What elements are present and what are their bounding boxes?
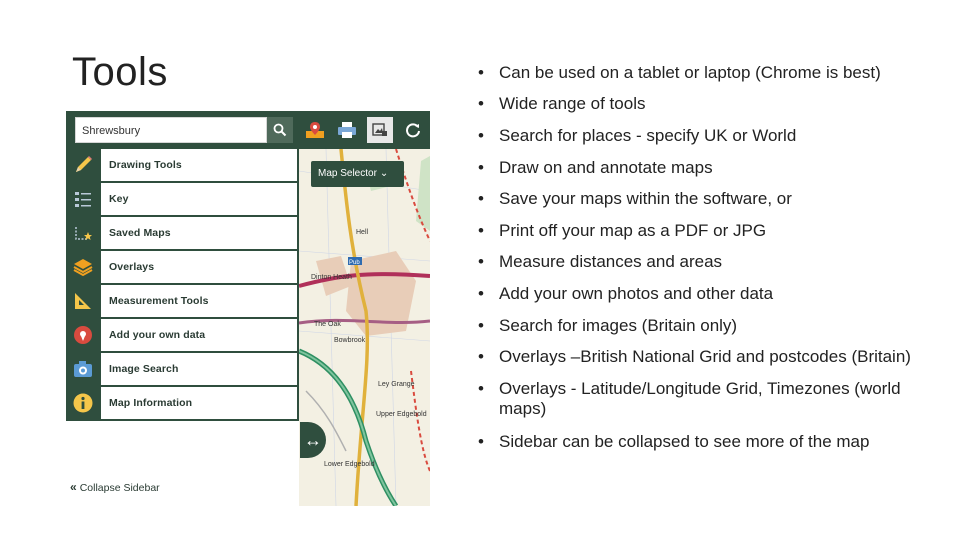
- map-label: Lower Edgebold: [324, 461, 375, 468]
- sidebar-item-key[interactable]: [66, 183, 299, 215]
- double-chevron-left-icon: «: [70, 480, 77, 494]
- set-square-icon: [72, 290, 94, 312]
- chevron-down-icon: ⌄: [379, 168, 389, 179]
- sidebar-item-label: Overlays: [101, 251, 297, 283]
- export-image-icon: [371, 121, 389, 139]
- layers-icon: [72, 256, 94, 278]
- list-item: • Can be used on a tablet or laptop (Chrome is best): [478, 63, 948, 83]
- list-item: • Overlays –British National Grid and postcodes (Britain): [478, 347, 948, 367]
- sidebar-item-map-information[interactable]: [66, 387, 299, 419]
- info-icon: [72, 392, 94, 414]
- pub-marker: Pub: [349, 260, 360, 266]
- list-item: • Add your own photos and other data: [478, 284, 948, 304]
- list-item: • Measure distances and areas: [478, 252, 948, 272]
- sidebar-item-icon-wrap: [66, 387, 99, 419]
- sidebar-item-icon-wrap: [66, 217, 99, 249]
- list-item: • Search for places - specify UK or World: [478, 126, 948, 146]
- map-label: Bowbrook: [334, 337, 366, 344]
- pencil-icon: [72, 154, 94, 176]
- sidebar-item-icon-wrap: [66, 183, 99, 215]
- search-button[interactable]: [267, 117, 293, 143]
- map-label: Dinton Heath: [311, 274, 352, 281]
- list-item: • Print off your map as a PDF or JPG: [478, 221, 948, 241]
- collapse-sidebar-label: Collapse Sidebar: [79, 482, 160, 494]
- search-input[interactable]: Shrewsbury: [75, 117, 267, 143]
- map-label: The Oak: [314, 321, 341, 328]
- map-app-screenshot: [66, 111, 430, 506]
- sidebar-item-icon-wrap: [66, 353, 99, 385]
- map-pin-icon: [305, 120, 325, 140]
- sidebar-item-label: Drawing Tools: [101, 149, 297, 181]
- list-item: • Save your maps within the software, or: [478, 189, 948, 209]
- sidebar-item-drawing-tools[interactable]: [66, 149, 299, 181]
- printer-icon: [337, 120, 357, 140]
- sidebar-item-label: Add your own data: [101, 319, 297, 351]
- sidebar-item-icon-wrap: [66, 285, 99, 317]
- sidebar-item-saved-maps[interactable]: [66, 217, 299, 249]
- collapse-sidebar-button[interactable]: [70, 480, 160, 495]
- print-button[interactable]: [334, 117, 360, 143]
- sidebar-item-icon-wrap: [66, 319, 99, 351]
- search-icon: [273, 123, 287, 137]
- sidebar-item-label: Map Information: [101, 387, 297, 419]
- refresh-button[interactable]: [400, 117, 426, 143]
- double-arrow-icon: ↔: [304, 429, 322, 450]
- top-toolbar: [66, 111, 430, 149]
- map-label: Ley Grange: [378, 381, 415, 388]
- sidebar-item-add-own-data[interactable]: [66, 319, 299, 351]
- sidebar-item-label: Image Search: [101, 353, 297, 385]
- sidebar: [66, 149, 299, 506]
- sidebar-item-image-search[interactable]: [66, 353, 299, 385]
- map-selector-dropdown[interactable]: [311, 161, 404, 187]
- list-item: • Search for images (Britain only): [478, 316, 948, 336]
- map-label: Hell: [356, 229, 369, 236]
- sidebar-item-overlays[interactable]: [66, 251, 299, 283]
- list-item: • Wide range of tools: [478, 94, 948, 114]
- sidebar-item-label: Saved Maps: [101, 217, 297, 249]
- sidebar-item-label: Key: [101, 183, 297, 215]
- sidebar-item-label: Measurement Tools: [101, 285, 297, 317]
- export-button[interactable]: [367, 117, 393, 143]
- sidebar-item-icon-wrap: [66, 251, 99, 283]
- slide-title: Tools: [72, 50, 168, 94]
- list-item: • Draw on and annotate maps: [478, 158, 948, 178]
- camera-icon: [72, 358, 94, 380]
- saved-maps-icon: [72, 222, 94, 244]
- location-button[interactable]: [302, 117, 328, 143]
- key-list-icon: [72, 188, 94, 210]
- map-selector-label: Map Selector: [318, 168, 377, 179]
- refresh-icon: [404, 121, 422, 139]
- sidebar-item-icon-wrap: [66, 149, 99, 181]
- list-item: • Sidebar can be collapsed to see more of the map: [478, 432, 948, 452]
- sidebar-item-measurement-tools[interactable]: [66, 285, 299, 317]
- map-pin-icon: [72, 324, 94, 346]
- map-label: Upper Edgebold: [376, 411, 427, 418]
- list-item: • Overlays - Latitude/Longitude Grid, Timezones (world maps): [478, 379, 948, 419]
